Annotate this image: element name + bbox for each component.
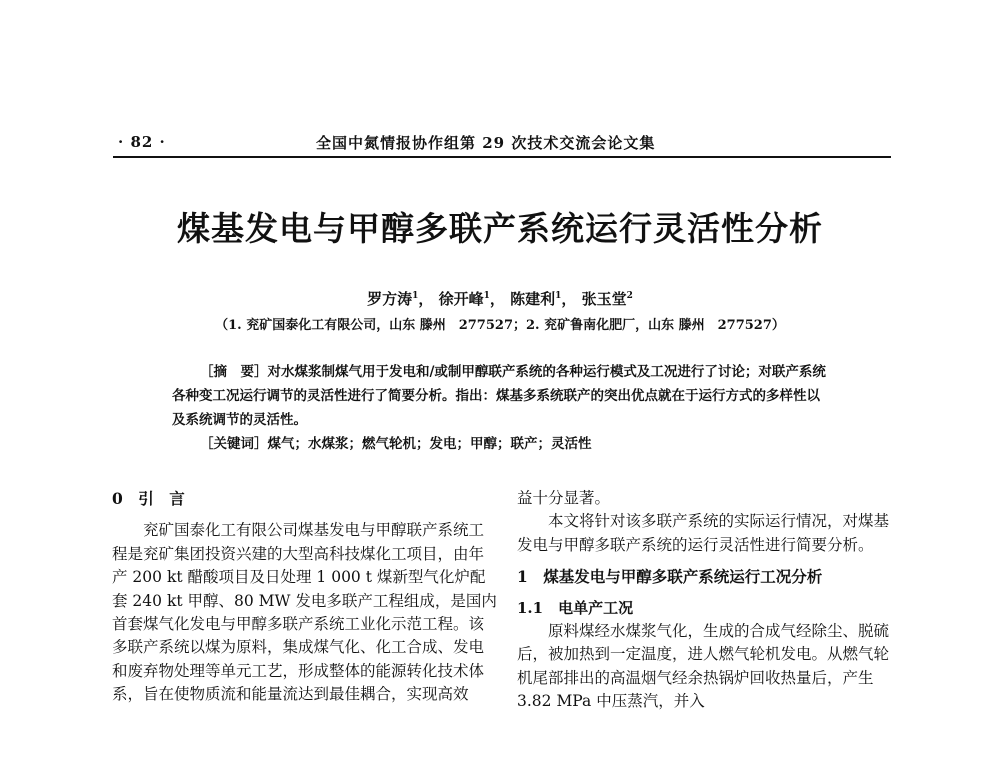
section-heading-1: 1 煤基发电与甲醇多联产系统运行工况分析 bbox=[517, 567, 823, 587]
section-heading-introduction: 0 引 言 bbox=[112, 489, 185, 508]
keywords-label: ［关键词］ bbox=[200, 436, 268, 452]
body-paragraph: 原料煤经水煤浆气化，生成的合成气经除尘、脱硫后，被加热到一定温度，进人燃气轮机发电。从燃气轮机尾部排出的高温烟气经余热锅炉回收热量后，产生 3.82 MPa 中压蒸汽，并入 bbox=[517, 622, 890, 711]
body-paragraph-continuation: 益十分显著。 bbox=[517, 489, 611, 507]
author-separator: ， bbox=[489, 290, 505, 308]
author-name: 徐开峰 bbox=[438, 290, 484, 308]
abstract-paragraph bbox=[172, 360, 832, 432]
abstract-text: 对水煤浆制煤气用于发电和/或制甲醇联产系统的各种运行模式及工况进行了讨论；对联产系统各种变工况运行调节的灵活性进行了简要分析。指出：煤基多系统联产的突出优点就在于运行方式的多样性以及系统调节的灵活性。 bbox=[172, 364, 826, 428]
paper-title: 煤基发电与甲醇多联产系统运行灵活性分析 bbox=[177, 209, 823, 248]
author-separator: ， bbox=[418, 290, 434, 308]
body-paragraph: 兖矿国泰化工有限公司煤基发电与甲醇联产系统工程是兖矿集团投资兴建的大型高科技煤化工项目，由年产 200 kt 醋酸项目及日处理 1 000 t 煤新型气化炉配套 240 kt 甲醇、80 MW 发电多联产工程组成，是国内首套煤气化发电与甲醇多联产系统工业化示范工程。该多联产系统以煤为原料，集成煤气化、化工合成、发电和废弃物处理等单元工艺，形成整体的能源转化技术体系，旨在使物质流和能量流达到最佳耦合，实现高效 bbox=[112, 521, 497, 704]
author-list bbox=[0, 288, 1000, 309]
author-affiliation-mark: 1 bbox=[555, 291, 562, 301]
keywords-paragraph bbox=[172, 432, 832, 456]
left-column bbox=[112, 487, 497, 707]
author-affiliation-mark: 1 bbox=[412, 291, 419, 301]
author-name: 罗方涛 bbox=[367, 290, 413, 308]
body-paragraph: 本文将针对该多联产系统的实际运行情况，对煤基发电与甲醇多联产系统的运行灵活性进行简要分析。 bbox=[517, 512, 890, 554]
affiliations: （1. 兖矿国泰化工有限公司，山东 滕州 277527；2. 兖矿鲁南化肥厂，山东 滕州 277527） bbox=[215, 318, 785, 333]
right-column bbox=[517, 487, 902, 714]
running-title: 全国中氮情报协作组第 29 次技术交流会论文集 bbox=[316, 134, 656, 152]
author-affiliation-mark: 1 bbox=[483, 291, 490, 301]
page-number: · 82 · bbox=[118, 133, 166, 151]
subsection-heading-1-1: 1.1 电单产工况 bbox=[517, 598, 634, 617]
abstract-label: ［摘 要］ bbox=[200, 364, 268, 380]
keywords-text: 煤气；水煤浆；燃气轮机；发电；甲醇；联产；灵活性 bbox=[267, 436, 592, 452]
abstract-block bbox=[172, 360, 832, 456]
author-name: 陈建利 bbox=[510, 290, 556, 308]
author-name: 张玉堂 bbox=[581, 290, 627, 308]
author-affiliation-mark: 2 bbox=[626, 291, 633, 301]
header-rule bbox=[113, 156, 891, 158]
author-separator: ， bbox=[561, 290, 577, 308]
